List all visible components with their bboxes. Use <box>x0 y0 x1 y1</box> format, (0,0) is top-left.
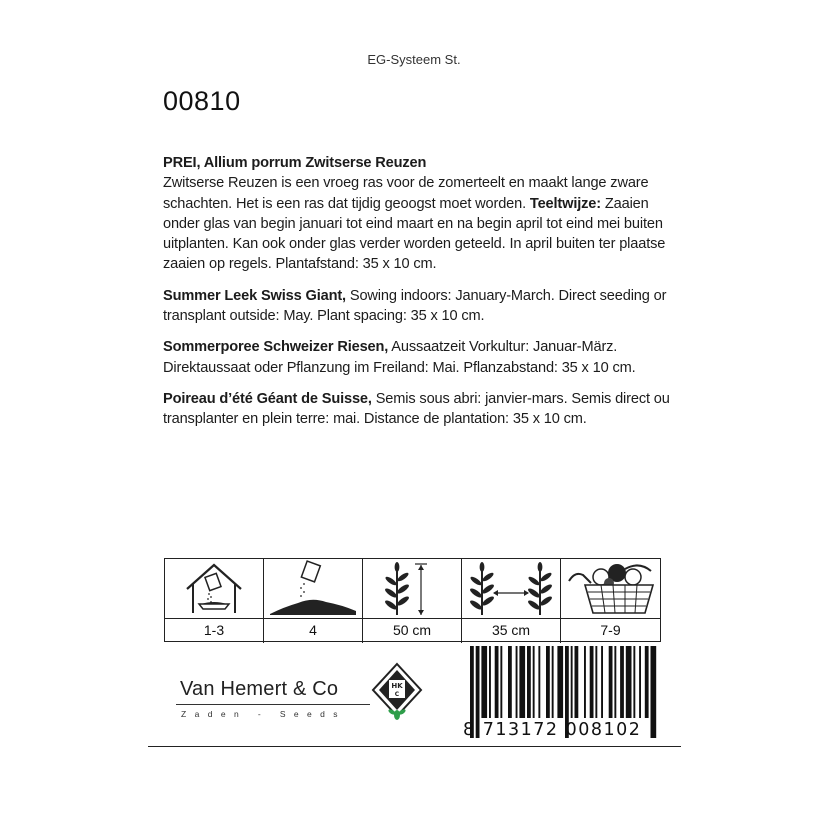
barcode-bar <box>500 646 502 718</box>
barcode-digits: 8 713172 008102 <box>463 720 642 740</box>
barcode-bar <box>557 646 563 718</box>
sowing-indoor-months: 1-3 <box>165 619 264 643</box>
section-de-body: Aussaatzeit Vorkultur: Januar-März. Direktaussaat oder Pflanzung im Freiland: Mai. Pflanzabstand: 35 x 10 cm. <box>163 339 636 376</box>
barcode-bar <box>516 646 518 718</box>
plant-height-icon <box>363 559 462 619</box>
svg-text:C: C <box>394 691 400 698</box>
barcode-bar <box>620 646 624 718</box>
barcode-bar <box>601 646 603 718</box>
barcode-bar <box>633 646 635 718</box>
brand-divider <box>176 704 370 705</box>
section-de-title: Sommerporee Schweizer Riesen, <box>163 339 389 356</box>
barcode-bar <box>639 646 641 718</box>
barcode-bar <box>519 646 525 718</box>
section-de <box>163 337 673 378</box>
barcode-bar <box>527 646 531 718</box>
section-fr <box>163 389 673 430</box>
outdoor-sowing-icon <box>264 559 363 619</box>
harvest-basket-icon <box>561 559 660 619</box>
plant-height-value: 50 cm <box>363 619 462 643</box>
greenhouse-sowing-icon <box>165 559 264 619</box>
section-nl-body-2: Zaaien onder glas van begin januari tot eind maart en na begin april tot eind mei buiten uitplanten. Kan ook onder glas verder worden geteeld. In april buiten ter plaatse zaaien op regels. Plantafstand: 35 x 10 cm. <box>163 195 666 273</box>
barcode-bar <box>609 646 613 718</box>
harvest-months: 7-9 <box>600 622 621 638</box>
system-label: EG-Systeem St. <box>367 52 461 67</box>
barcode-bar <box>495 646 499 718</box>
sowing-icon-table <box>164 558 661 642</box>
barcode-bar <box>533 646 535 718</box>
barcode-bar <box>489 646 491 718</box>
barcode-bar <box>552 646 554 718</box>
section-fr-title: Poireau d’été Géant de Suisse, <box>163 390 372 407</box>
barcode-bar <box>546 646 550 718</box>
section-nl <box>163 153 673 275</box>
barcode-bar <box>651 646 657 738</box>
brand-tagline: Zaden - Seeds <box>181 709 346 719</box>
plant-spacing-value: 35 cm <box>462 619 561 643</box>
barcode-bar <box>645 646 649 718</box>
barcode-bar <box>571 646 573 718</box>
section-en <box>163 286 673 327</box>
barcode-bar <box>538 646 540 718</box>
barcode-bar <box>481 646 487 718</box>
description-block <box>163 153 673 441</box>
barcode-bar <box>584 646 586 718</box>
section-nl-keyword: Teeltwijze: <box>529 195 601 212</box>
section-nl-body-1: Zwitserse Reuzen is een vroeg ras voor de zomerteelt en maakt lange zware schachten. Het is een ras dat tijdig geoogst moet worden. <box>163 175 649 212</box>
bottom-rule <box>148 746 681 747</box>
seed-quality-emblem-icon <box>371 662 423 727</box>
plant-spacing-icon <box>462 559 561 619</box>
svg-text:HK: HK <box>391 682 403 690</box>
product-code: 00810 <box>163 86 241 116</box>
sowing-outdoor-months: 4 <box>264 619 363 643</box>
section-en-body: Sowing indoors: January-March. Direct seeding or transplant outside: May. Plant spacing: 35 x 10 cm. <box>163 287 667 325</box>
brand-name: Van Hemert & Co <box>180 678 339 700</box>
section-en-title: Summer Leek Swiss Giant, <box>163 287 346 304</box>
section-nl-title: PREI, Allium porrum Zwitserse Reuzen <box>163 155 427 171</box>
barcode-bar <box>626 646 632 718</box>
barcode-bar <box>590 646 594 718</box>
barcode-bar <box>575 646 579 718</box>
barcode-bar <box>508 646 512 718</box>
barcode-bar <box>595 646 597 718</box>
barcode-bar <box>614 646 616 718</box>
section-fr-body: Semis sous abri: janvier-mars. Semis direct ou transplanter en plein terre: mai. Distance de plantation: 35 x 10 cm. <box>163 390 670 428</box>
